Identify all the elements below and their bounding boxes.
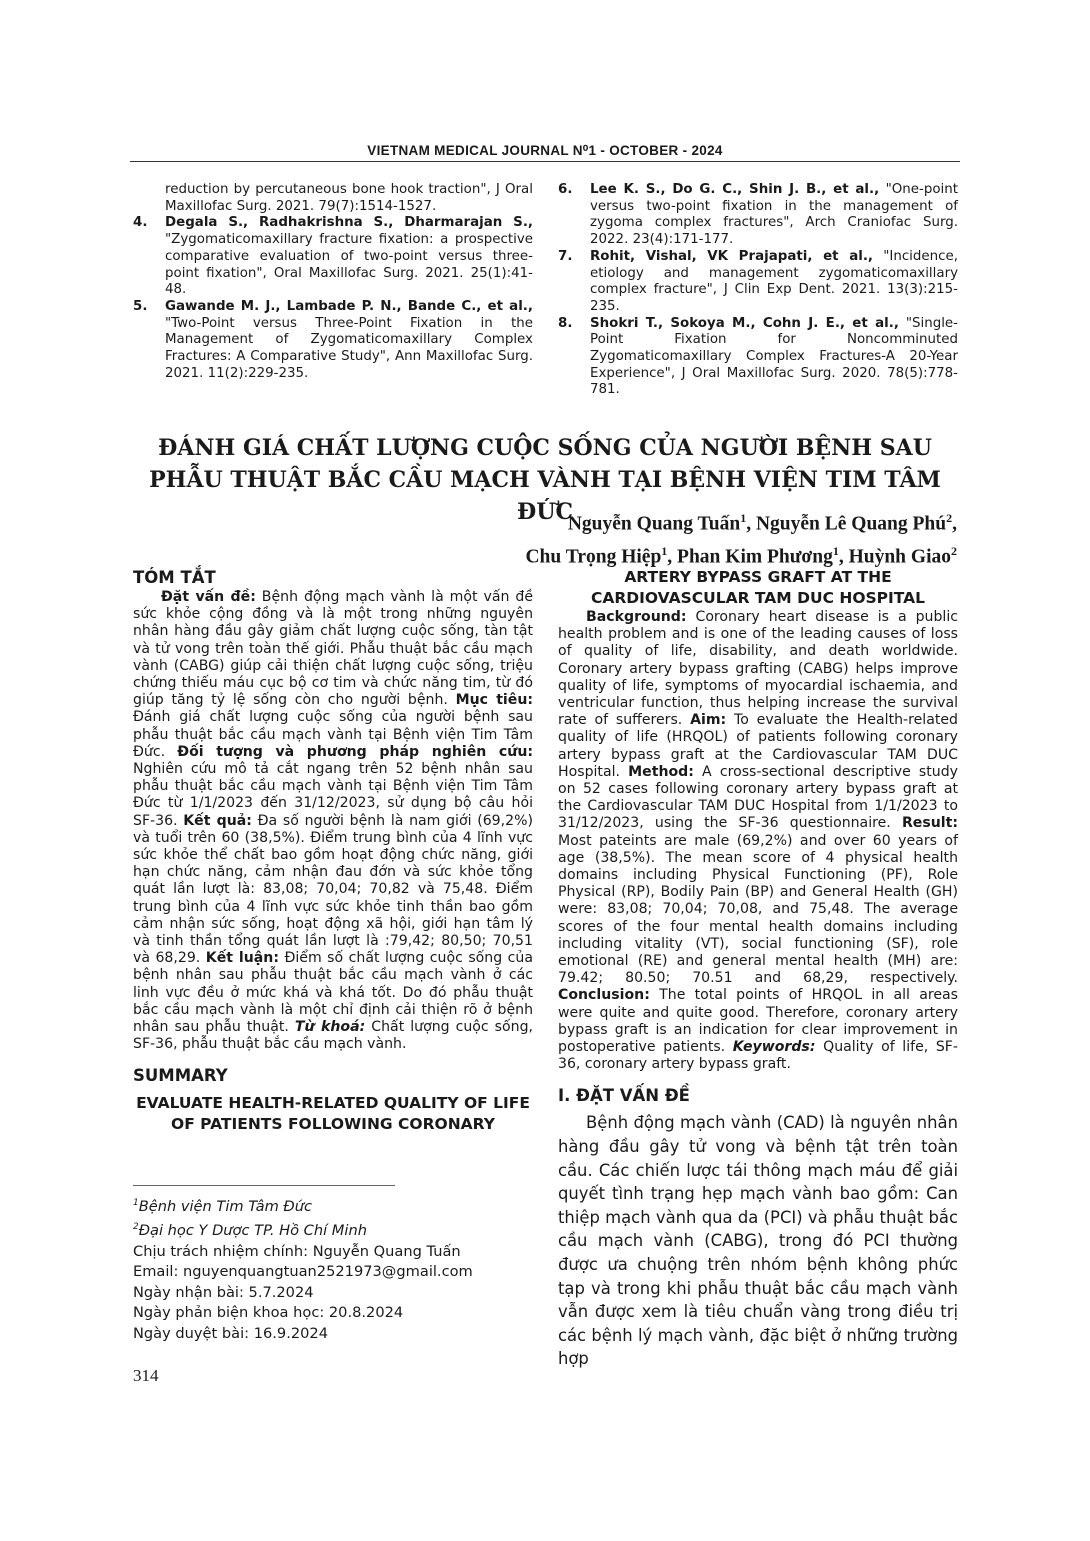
received-date: Ngày nhận bài: 5.7.2024 xyxy=(133,1283,314,1301)
reference-text: "Zygomaticomaxillary fracture fixation: a prospective comparative evaluation of two-point versus three-point fixation", Oral Maxillofac Surg. 2021. 25(1):41-48. xyxy=(165,232,533,298)
review-date: Ngày phản biện khoa học: 20.8.2024 xyxy=(133,1304,404,1322)
summary-title-part2: ARTERY BYPASS GRAFT AT THE CARDIOVASCULAR TAM DUC HOSPITAL xyxy=(590,568,926,607)
author-line: Nguyễn Quang Tuấn$^1$, Nguyễn Lê Quang Phú$^2$, xyxy=(567,511,957,535)
reference-authors: Rohit, Vishal, VK Prajapati, et al., xyxy=(590,248,873,264)
references-left xyxy=(133,182,533,382)
reference-item: 4. Degala S., Radhakrishna S., Dharmarajan S., "Zygomaticomaxillary fracture fixation: a prospective comparative evaluation of two-point versus three-point fixation", Oral Maxillofac Surg. 2021. 25(1):41-48. xyxy=(133,215,533,298)
reference-item: 8. Shokri T., Sokoya M., Cohn J. E., et al., "Single-Point Fixation for Noncomminuted Zygomaticomaxillary Complex Fractures-A 20-Year Experience", J Oral Maxillofac Surg. 2020. 78(5):778-781. xyxy=(558,315,958,398)
header-rule xyxy=(130,161,960,162)
abstract-english: Background: Coronary heart disease is a public health problem and is one of the leading causes of loss of quality of life, disability, and death worldwide. Coronary artery bypass grafting (CABG) helps improve quality of life, symptoms of myocardial ischaemia, and ventricular function, thus helping increase the survival rate of sufferers. Aim: To evaluate the Health-related quality of life (HRQOL) of patients following coronary artery bypass graft at the Cardiovascular TAM DUC Hospital. Method: A cross-sectional descriptive study on 52 cases following coronary artery bypass graft at the Cardiovascular TAM DUC Hospital from 1/1/2023 to 31/12/2023, using the SF-36 questionnaire. Result: Most pateints are male (69,2%) and over 60 years of age (38,5%). The mean score of 4 physical health domains including Physical Functioning (PF), Role Physical (RP), Bodily Pain (BP) and General Health (GH) were: 83,08; 70,04; 70,08, and 75,48. The average scores of the four mental health domains including including vitality (VT), social functioning (SF), role emotional (RE) and general mental health (MH) are: 79.42; 80.50; 70.51 and 68,29, respectively. Conclusion: The total points of HRQOL in all areas were quite and quite good. Therefore, coronary artery bypass graft is an indication for clear improvement in postoperative patients. Keywords: Quality of life, SF-36, coronary artery bypass graft. xyxy=(558,609,958,1073)
journal-header: VIETNAM MEDICAL JOURNAL N⁰1 - OCTOBER - 2024 xyxy=(367,143,723,158)
affiliation-1: $^1$Bệnh viện Tim Tâm Đức xyxy=(133,1197,313,1215)
reference-authors: Shokri T., Sokoya M., Cohn J. E., et al., xyxy=(590,315,899,331)
references-right xyxy=(558,182,958,399)
footnotes xyxy=(133,1193,533,1344)
accepted-date: Ngày duyệt bài: 16.9.2024 xyxy=(133,1324,328,1342)
reference-authors: Gawande M. J., Lambade P. N., Bande C., et al., xyxy=(165,298,533,314)
page-number: 314 xyxy=(133,1366,159,1385)
abstract-heading: TÓM TẮT xyxy=(133,568,216,587)
corresponding-author: Chịu trách nhiệm chính: Nguyễn Quang Tuấn xyxy=(133,1242,461,1260)
author-list xyxy=(430,505,957,570)
right-column xyxy=(558,567,958,1371)
footnote-rule xyxy=(133,1185,395,1186)
reference-item: 7. Rohit, Vishal, VK Prajapati, et al., "Incidence, etiology and management zygomaticomaxillary complex fracture", J Clin Exp Dent. 2021. 13(3):215-235. xyxy=(558,248,958,314)
article-title-line: PHẪU THUẬT BẮC CẦU MẠCH VÀNH TẠI BỆNH VIỆN TIM TÂM ĐỨC xyxy=(149,467,941,525)
reference-authors: Lee K. S., Do G. C., Shin J. B., et al., xyxy=(590,182,880,197)
reference-text: "Incidence, etiology and management zygomaticomaxillary complex fracture", J Clin Exp Dent. 2021. 13(3):215-235. xyxy=(590,248,958,314)
summary-title-part1: EVALUATE HEALTH-RELATED QUALITY OF LIFE OF PATIENTS FOLLOWING CORONARY xyxy=(136,1094,530,1134)
intro-paragraph: Bệnh động mạch vành (CAD) là nguyên nhân hàng đầu gây tử vong và bệnh tật trên toàn cầu. Các chiến lược tái thông mạch máu để giải quyết tình trạng hẹp mạch vành bao gồm: Can thiệp mạch vành qua da (PCI) và phẫu thuật bắc cầu mạch vành (CABG), trong đó PCI thường được ưa chuộng trên nhóm bệnh không phức tạp và trong khi phẫu thuật bắc cầu mạch vành vẫn được xem là tiêu chuẩn vàng trong điều trị các bệnh lý mạch vành, đặc biệt ở những trường hợp xyxy=(558,1113,958,1369)
left-column xyxy=(133,567,533,1135)
reference-authors: Degala S., Radhakrishna S., Dharmarajan S., xyxy=(165,215,533,231)
reference-text: "Single-Point Fixation for Noncomminuted Zygomaticomaxillary Complex Fractures-A 20-Year Experience", J Oral Maxillofac Surg. 2020. 78(5):778-781. xyxy=(590,315,958,398)
intro-heading: I. ĐẶT VẤN ĐỀ xyxy=(558,1086,690,1106)
reference-item: 6. Lee K. S., Do G. C., Shin J. B., et al., "One-point versus two-point fixation in the management of zygoma complex fractures", Arch Craniofac Surg. 2022. 23(4):171-177. xyxy=(558,182,958,248)
author-line: Chu Trọng Hiệp$^1$, Phan Kim Phương$^1$, Huỳnh Giao$^2$ xyxy=(525,543,957,567)
abstract-vietnamese: Đặt vấn đề: Bệnh động mạch vành là một vấn đề sức khỏe cộng đồng và là một trong những nguyên nhân hàng đầu gây giảm chất lượng cuộc sống, tàn tật và tử vong trên toàn thế giới. Phẫu thuật bắc cầu mạch vành (CABG) giúp cải thiện chất lượng cuộc sống, triệu chứng thiếu máu cục bộ cơ tim và chức năng tim, từ đó giúp tăng tỷ lệ sống còn cho người bệnh. Mục tiêu: Đánh giá chất lượng cuộc sống của người bệnh sau phẫu thuật bắc cầu mạch vành tại Bệnh viện Tim Tâm Đức. Đối tượng và phương pháp nghiên cứu: Nghiên cứu mô tả cắt ngang trên 52 bệnh nhân sau phẫu thuật bắc cầu mạch vành tại Bệnh viện Tim Tâm Đức từ 1/1/2023 đến 31/12/2023, sử dụng bộ câu hỏi SF-36. Kết quả: Đa số người bệnh là nam giới (69,2%) và tuổi trên 60 (38,5%). Điểm trung bình của 4 lĩnh vực sức khỏe thể chất bao gồm hoạt động chức năng, giới hạn chức năng, cảm nhận đau đớn và sức khỏe tổng quát lần lượt là: 83,08; 70,04; 70,82 và 75,48. Điểm trung bình của 4 lĩnh vực sức khỏe tinh thần bao gồm cảm nhận sức sống, hoạt động xã hội, giới hạn tâm lý và tinh thần tổng quát lần lượt là :79,42; 80,50; 70,51 và 68,29. Kết luận: Điểm số chất lượng cuộc sống của bệnh nhân sau phẫu thuật bắc cầu mạch vành ở các linh vực đều ở mức khá và khá tốt. Do đó phẫu thuật bắc cầu mạch vành là một chỉ định cải thiện rõ ở bệnh nhân sau phẫu thuật. Từ khoá: Chất lượng cuộc sống, SF-36, phẫu thuật bắc cầu mạch vành. xyxy=(133,589,534,1053)
reference-text: "Two-Point versus Three-Point Fixation in the Management of Zygomaticomaxillary Complex Fractures: A Comparative Study", Ann Maxillofac Surg. 2021. 11(2):229-235. xyxy=(165,315,533,381)
summary-heading: SUMMARY xyxy=(133,1066,228,1086)
affiliation-2: $^2$Đại học Y Dược TP. Hồ Chí Minh xyxy=(133,1222,367,1240)
reference-continuation: reduction by percutaneous bone hook traction", J Oral Maxillofac Surg. 2021. 79(7):1514-1527. xyxy=(165,182,533,214)
reference-text: "One-point versus two-point fixation in the management of zygoma complex fractures", Arch Craniofac Surg. 2022. 23(4):171-177. xyxy=(590,182,958,248)
article-title-line: ĐÁNH GIÁ CHẤT LƯỢNG CUỘC SỐNG CỦA NGƯỜI BỆNH SAU xyxy=(158,435,932,461)
email: Email: nguyenquangtuan2521973@gmail.com xyxy=(133,1263,473,1281)
reference-item: 5. Gawande M. J., Lambade P. N., Bande C., et al., "Two-Point versus Three-Point Fixation in the Management of Zygomaticomaxillary Complex Fractures: A Comparative Study", Ann Maxillofac Surg. 2021. 11(2):229-235. xyxy=(133,298,533,381)
